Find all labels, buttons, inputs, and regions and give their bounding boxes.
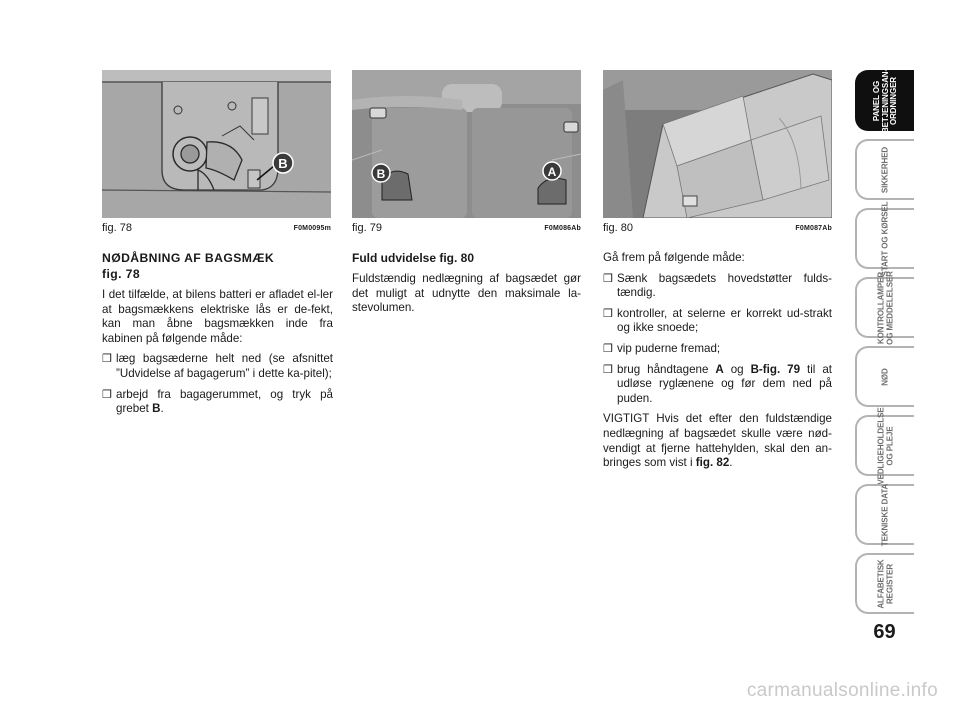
list-item: ❒ brug håndtagene A og B-fig. 79 til at udløse ryglænene og før dem ned på puden. (603, 362, 832, 405)
tab-tekniske-data[interactable] (855, 484, 914, 545)
page-number: 69 (873, 621, 896, 643)
tab-label: NØD (880, 367, 890, 386)
tailgate-lock-illustration (102, 70, 331, 218)
figure-code: F0M087Ab (795, 225, 832, 232)
tab-label: SIKKERHED (880, 146, 890, 193)
figure-code: F0M0095m (293, 225, 331, 232)
marker-b-icon (273, 153, 293, 173)
figure-79-caption (352, 221, 581, 235)
list-item-text: kontroller, at selerne er korrekt ud-strakt og ikke snoede; (617, 306, 832, 335)
list-item-text: arbejd fra bagagerummet, og tryk på grebet (116, 387, 333, 416)
figure-80-caption (603, 221, 832, 235)
bold-ref: B (152, 402, 161, 416)
list-item-text: vip puderne fremad; (617, 341, 721, 355)
figure-number: fig. 79 (352, 222, 382, 234)
svg-text:B: B (376, 167, 386, 181)
tab-alfabetisk-register[interactable] (855, 553, 914, 614)
section-heading: NØDÅBNING AF BAGSMÆK (102, 251, 275, 265)
figure-code: F0M086Ab (544, 225, 581, 232)
checkbox-bullet-icon: ❒ (603, 363, 613, 376)
paragraph: Fuldstændig nedlægning af bagsædet gør det muligt at udnytte den maksimale la-stevolumen. (352, 272, 581, 315)
checkbox-bullet-icon: ❒ (603, 307, 613, 320)
tab-label: PANEL OG BETJENINGSAN- ORDNINGER (871, 68, 898, 133)
tab-kontrollamper[interactable] (855, 270, 914, 345)
tab-nod[interactable] (855, 346, 914, 407)
tab-label: KONTROLLAMPER OG MEDDELELSER (875, 270, 894, 345)
tab-label: TEKNISKE DATA (880, 483, 890, 546)
rear-seat-levers-photo (352, 70, 581, 218)
list-item (603, 307, 832, 336)
list-item-text: læg bagsæderne helt ned (se afsnittet ”Udvidelse af bagagerum” i dette ka-pitel); (116, 352, 333, 380)
figure-79-image (352, 70, 581, 218)
folded-rear-seat-photo (603, 70, 832, 218)
checkbox-bullet-icon: ❒ (603, 272, 613, 285)
text-column-2 (352, 251, 581, 322)
marker-a-icon (543, 162, 561, 180)
svg-text:A: A (547, 165, 557, 179)
paragraph: I det tilfælde, at bilens batteri er afladet el-ler at bagsmækkens elektriske lås er de-fekt, kan man åbne bagsmækken inde fra kabinen på følgende måde: (102, 288, 333, 345)
section-heading: Fuld udvidelse fig. 80 (352, 251, 475, 265)
list-item-text: Sænk bagsædets hovedstøtter fulds-tændig. (617, 271, 832, 300)
tab-start-og-korsel[interactable] (855, 201, 914, 276)
watermark: carmanualsonline.info (746, 680, 938, 701)
section-heading-figref: fig. 78 (102, 267, 141, 281)
tab-panel-og-betjeningsanordninger[interactable] (855, 70, 914, 131)
figure-number: fig. 78 (102, 222, 132, 234)
marker-b-icon (372, 164, 390, 182)
figure-78-image (102, 70, 331, 218)
tab-label: ALFABETISK REGISTER (875, 558, 894, 609)
svg-text:B: B (278, 156, 288, 171)
tab-label: VEDLIGEHOLDELSE OG PLEJE (875, 406, 894, 485)
tab-vedligeholdelse[interactable] (855, 406, 914, 485)
list-item (102, 352, 333, 381)
paragraph-important: VIGTIGT Hvis det efter den fuldstændige nedlægning af bagsædet skulle være nød-vendigt at fjerne hattehylden, skal den an-bringes som vist i fig. 82. (603, 412, 832, 470)
checkbox-bullet-icon: ❒ (102, 353, 112, 366)
checkbox-bullet-icon: ❒ (102, 388, 112, 401)
tab-sikkerhed[interactable] (855, 139, 914, 200)
list-item (603, 272, 832, 301)
text-column-3 (603, 251, 832, 477)
list-item: ❒ arbejd fra bagagerummet, og tryk på grebet B. (102, 387, 333, 416)
tab-label: START OG KØRSEL (880, 201, 890, 276)
figure-78-caption (102, 221, 331, 235)
paragraph-intro: Gå frem på følgende måde: (603, 251, 745, 264)
text-column-1 (102, 251, 333, 423)
list-item (603, 342, 832, 357)
figure-number: fig. 80 (603, 222, 633, 234)
checkbox-bullet-icon: ❒ (603, 342, 613, 355)
figure-80-image (603, 70, 832, 218)
